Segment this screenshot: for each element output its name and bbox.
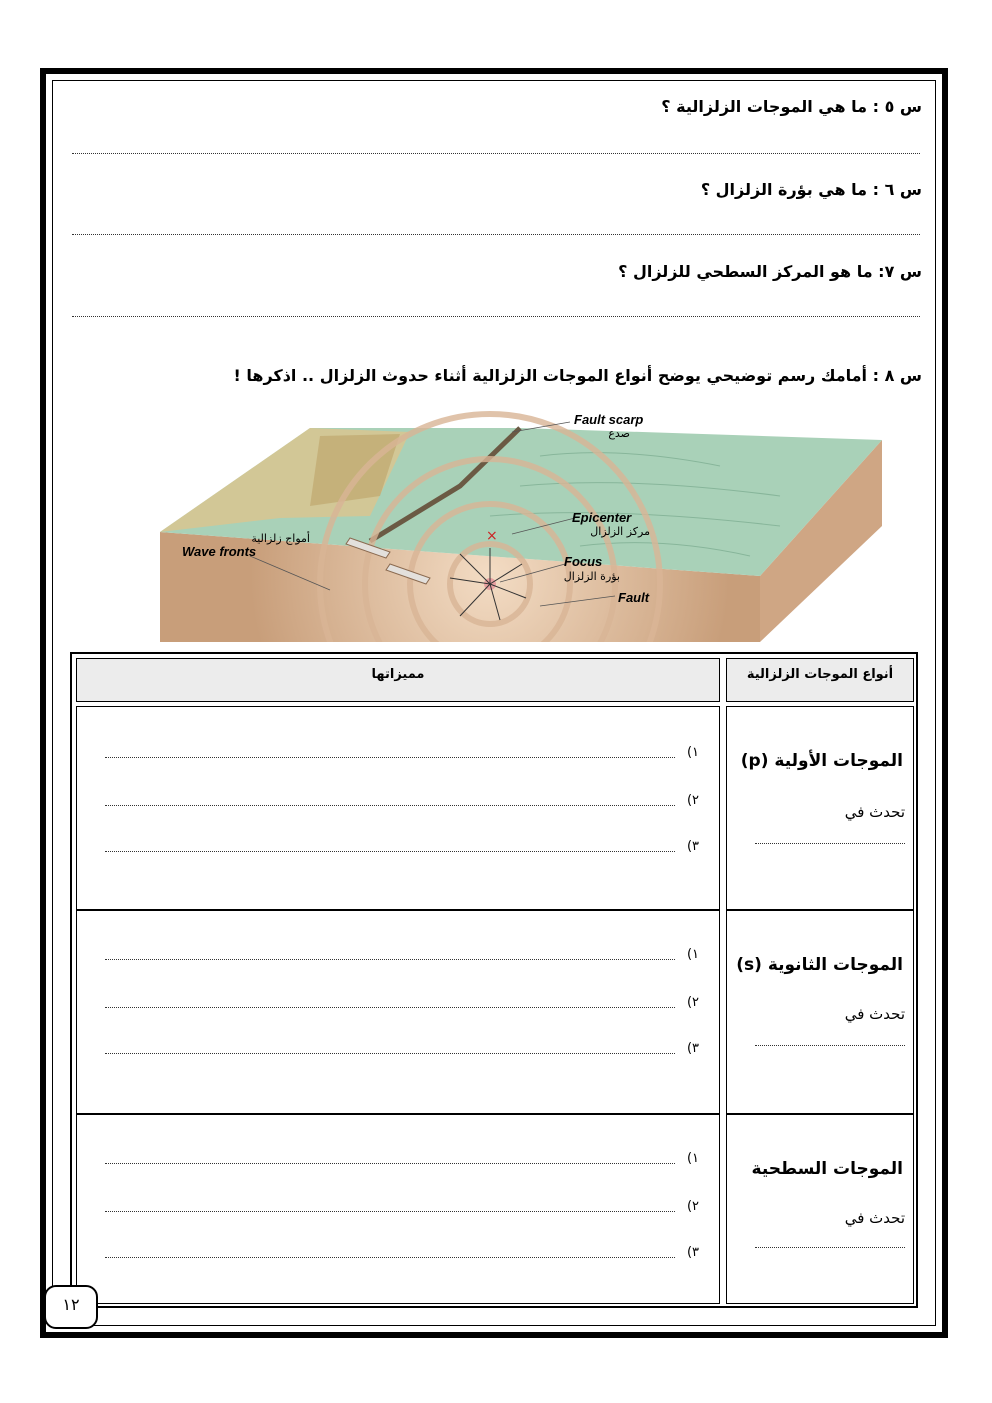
answer-line-5[interactable] [72, 153, 920, 154]
list-item[interactable]: ١) [105, 1151, 699, 1171]
features-cell-3 [76, 1114, 720, 1304]
epicenter-label-ar: مركز الزلزال [590, 525, 650, 538]
header-features: مميزاتها [371, 667, 425, 682]
answer-line[interactable] [105, 1257, 675, 1258]
answer-line[interactable] [105, 1053, 675, 1054]
type-title-surface: الموجات السطحية [751, 1159, 903, 1179]
list-item[interactable]: ٣) [105, 839, 699, 859]
waves-table [70, 652, 918, 1308]
type-cell-3 [726, 1114, 914, 1304]
type-cell-2 [726, 910, 914, 1114]
fault-scarp-label-ar: صدع [608, 427, 630, 440]
svg-text:×: × [486, 528, 498, 544]
focus-label-ar: بؤرة الزلزال [563, 570, 620, 583]
question-8: س ٨ : أمامك رسم توضيحي يوضح أنواع الموجات الزلزالية أثناء حدوث الزلزال .. اذكرها ! [233, 366, 922, 385]
occurs-label: تحدث في [844, 1209, 905, 1227]
list-item[interactable]: ٢) [105, 793, 699, 813]
wave-fronts-label: Wave fronts [182, 544, 257, 559]
answer-line[interactable] [105, 805, 675, 806]
occurs-answer-line[interactable] [755, 1045, 905, 1046]
occurs-answer-line[interactable] [755, 1247, 905, 1248]
list-item[interactable]: ٣) [105, 1245, 699, 1265]
type-title-p: الموجات الأولية (p) [740, 751, 903, 771]
page-number: ١٢ [62, 1295, 80, 1314]
occurs-label: تحدث في [844, 803, 905, 821]
earthquake-diagram [160, 406, 890, 642]
focus-label: Focus [564, 554, 603, 569]
answer-line[interactable] [105, 757, 675, 758]
answer-line[interactable] [105, 851, 675, 852]
header-types-cell [726, 658, 914, 702]
epicenter-label: Epicenter [572, 510, 632, 525]
answer-line[interactable] [105, 1163, 675, 1164]
fault-scarp-label: Fault scarp [574, 412, 644, 427]
answer-line[interactable] [105, 959, 675, 960]
list-item[interactable]: ١) [105, 745, 699, 765]
page-number-box [44, 1285, 98, 1329]
list-item[interactable]: ٢) [105, 995, 699, 1015]
list-item[interactable]: ١) [105, 947, 699, 967]
wave-fronts-label-ar: أمواج زلزالية [251, 532, 310, 545]
question-7: س ٧: ما هو المركز السطحي للزلزال ؟ [618, 262, 922, 281]
list-item[interactable]: ٣) [105, 1041, 699, 1061]
answer-line[interactable] [105, 1211, 675, 1212]
type-title-s: الموجات الثانوية (s) [736, 955, 903, 975]
header-types: أنواع الموجات الزلزالية [746, 667, 894, 682]
type-cell-1 [726, 706, 914, 910]
answer-line-7[interactable] [72, 316, 920, 317]
answer-line[interactable] [105, 1007, 675, 1008]
occurs-label: تحدث في [844, 1005, 905, 1023]
list-item[interactable]: ٢) [105, 1199, 699, 1219]
features-cell-2 [76, 910, 720, 1114]
features-cell-1 [76, 706, 720, 910]
occurs-answer-line[interactable] [755, 843, 905, 844]
answer-line-6[interactable] [72, 234, 920, 235]
question-5: س ٥ : ما هي الموجات الزلزالية ؟ [661, 97, 922, 116]
question-6: س ٦ : ما هي بؤرة الزلزال ؟ [700, 180, 922, 199]
header-features-cell [76, 658, 720, 702]
fault-label: Fault [618, 590, 650, 605]
